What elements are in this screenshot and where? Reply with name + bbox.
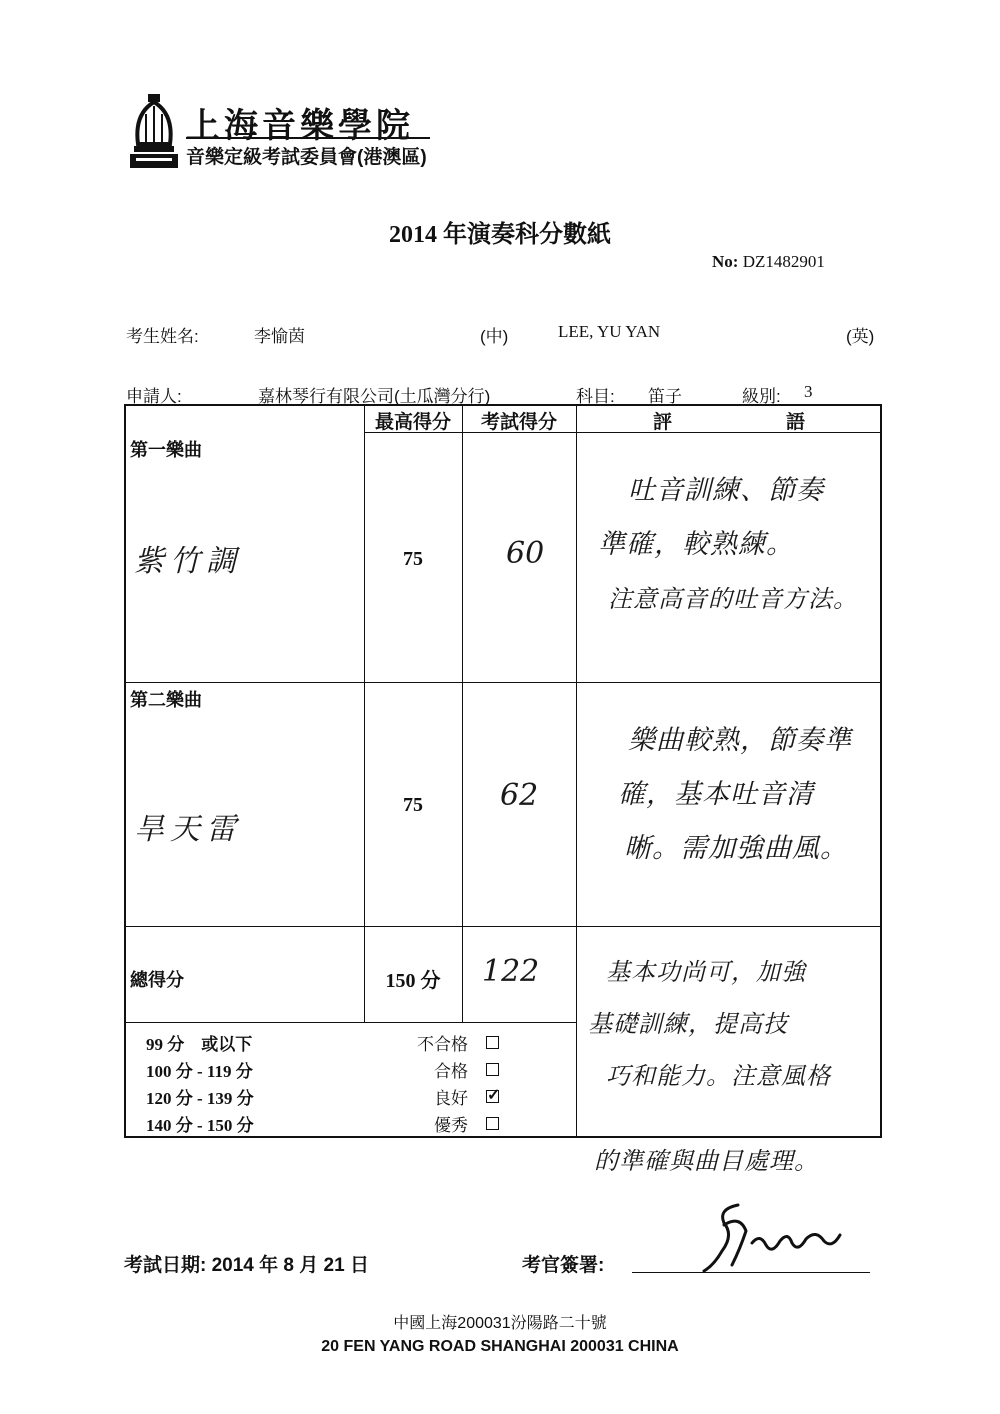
piece-1-comment-line-2: 準確，較熟練。 [598, 529, 794, 560]
committee-name: 音樂定級考試委員會(港澳區) [186, 147, 427, 168]
total-comments [588, 946, 884, 1102]
total-max: 150 分 [385, 970, 441, 992]
exam-date [124, 1250, 369, 1277]
serial-label: No: [712, 252, 739, 271]
row-divider-3 [126, 1022, 576, 1023]
col-divider-2 [462, 406, 463, 1022]
piece-2-comment-line-3: 晰。需加強曲風。 [624, 833, 848, 864]
serial-number [712, 252, 825, 272]
total-comment-line-2: 基礎訓練，提高技 [588, 1010, 788, 1038]
applicant-value: 嘉林琴行有限公司(土瓜灣分行) [258, 387, 491, 406]
piece-1-max: 75 [403, 548, 423, 570]
header-max-score: 最高得分 [374, 412, 451, 433]
total-comment-line-1: 基本功尚可，加強 [606, 958, 806, 986]
candidate-name-en: LEE, YU YAN [558, 322, 661, 341]
candidate-name-label: 考生姓名: [126, 327, 199, 346]
grade-name: 不合格 [417, 1035, 468, 1054]
checkbox-pass[interactable] [486, 1063, 499, 1076]
piece-1-comment-line-1: 吐音訓練、節奏 [628, 475, 824, 506]
piece-1-score: 60 [506, 536, 545, 571]
grade-range: 99 分 或以下 [146, 1035, 253, 1054]
sheet-title: 2014 年演奏科分數紙 [389, 222, 611, 248]
header-comments: 評 語 [652, 412, 805, 433]
header-exam-score: 考試得分 [480, 412, 557, 433]
grade-name: 合格 [434, 1062, 468, 1081]
applicant-label: 申請人: [126, 387, 182, 406]
level-value: 3 [804, 382, 813, 401]
grade-name: 優秀 [434, 1116, 468, 1135]
piece-1-title: 紫竹調 [134, 544, 242, 579]
piece-1-comment-line-3: 注意高音的吐音方法。 [608, 585, 858, 613]
exam-date-label: 考試日期: [124, 1255, 207, 1276]
examiner-signature-label: 考官簽署: [522, 1255, 605, 1276]
piece-2-score: 62 [500, 778, 539, 813]
checkbox-fail[interactable] [486, 1036, 499, 1049]
candidate-en-tag: (英) [846, 327, 875, 346]
grade-row-pass [136, 1057, 566, 1084]
piece-2-comment-line-1: 樂曲較熟，節奏準 [628, 725, 852, 756]
score-table [124, 404, 882, 1138]
subject-label: 科目: [576, 387, 615, 406]
checkbox-excellent[interactable] [486, 1117, 499, 1130]
piece-2-title: 旱天雷 [134, 812, 242, 847]
col-divider-3 [576, 406, 577, 1136]
total-comment-line-4: 的準確與曲目處理。 [594, 1147, 819, 1175]
grade-range: 100 分 - 119 分 [146, 1062, 253, 1081]
grade-row-fail [136, 1030, 566, 1057]
row-divider-2 [126, 926, 882, 927]
grade-row-excellent [136, 1111, 566, 1138]
institution-logo-icon [128, 94, 180, 170]
checkbox-good[interactable] [486, 1090, 499, 1103]
total-comment-line-3: 巧和能力。注意風格 [606, 1062, 831, 1090]
grade-range: 140 分 - 150 分 [146, 1116, 254, 1135]
piece-2-comments [588, 714, 888, 876]
header-rule [186, 137, 430, 139]
exam-date-value: 2014 年 8 月 21 日 [211, 1255, 369, 1276]
col-divider-1 [364, 406, 365, 1022]
candidate-zh-tag: (中) [480, 327, 509, 346]
grade-name: 良好 [434, 1089, 468, 1108]
piece-1-comments [588, 464, 888, 626]
total-score: 122 [482, 954, 540, 989]
piece-2-label: 第二樂曲 [130, 690, 202, 710]
address-zh: 中國上海200031汾陽路二十號 [393, 1315, 607, 1332]
piece-2-max: 75 [403, 794, 423, 816]
piece-1-label: 第一樂曲 [130, 440, 202, 460]
examiner-signature [700, 1185, 860, 1285]
level-label: 級別: [742, 387, 781, 406]
grade-legend [136, 1030, 566, 1138]
total-label: 總得分 [130, 970, 184, 990]
row-divider-1 [126, 682, 882, 683]
piece-2-comment-line-2: 確，基本吐音清 [618, 779, 814, 810]
institution-name: 上海音樂學院 [186, 108, 414, 145]
grade-range: 120 分 - 139 分 [146, 1089, 254, 1108]
serial-value: DZ1482901 [742, 252, 825, 271]
candidate-name-zh: 李愉茵 [254, 327, 305, 346]
address-en: 20 FEN YANG ROAD SHANGHAI 200031 CHINA [321, 1338, 679, 1355]
grade-row-good [136, 1084, 566, 1111]
subject-value: 笛子 [648, 387, 682, 406]
